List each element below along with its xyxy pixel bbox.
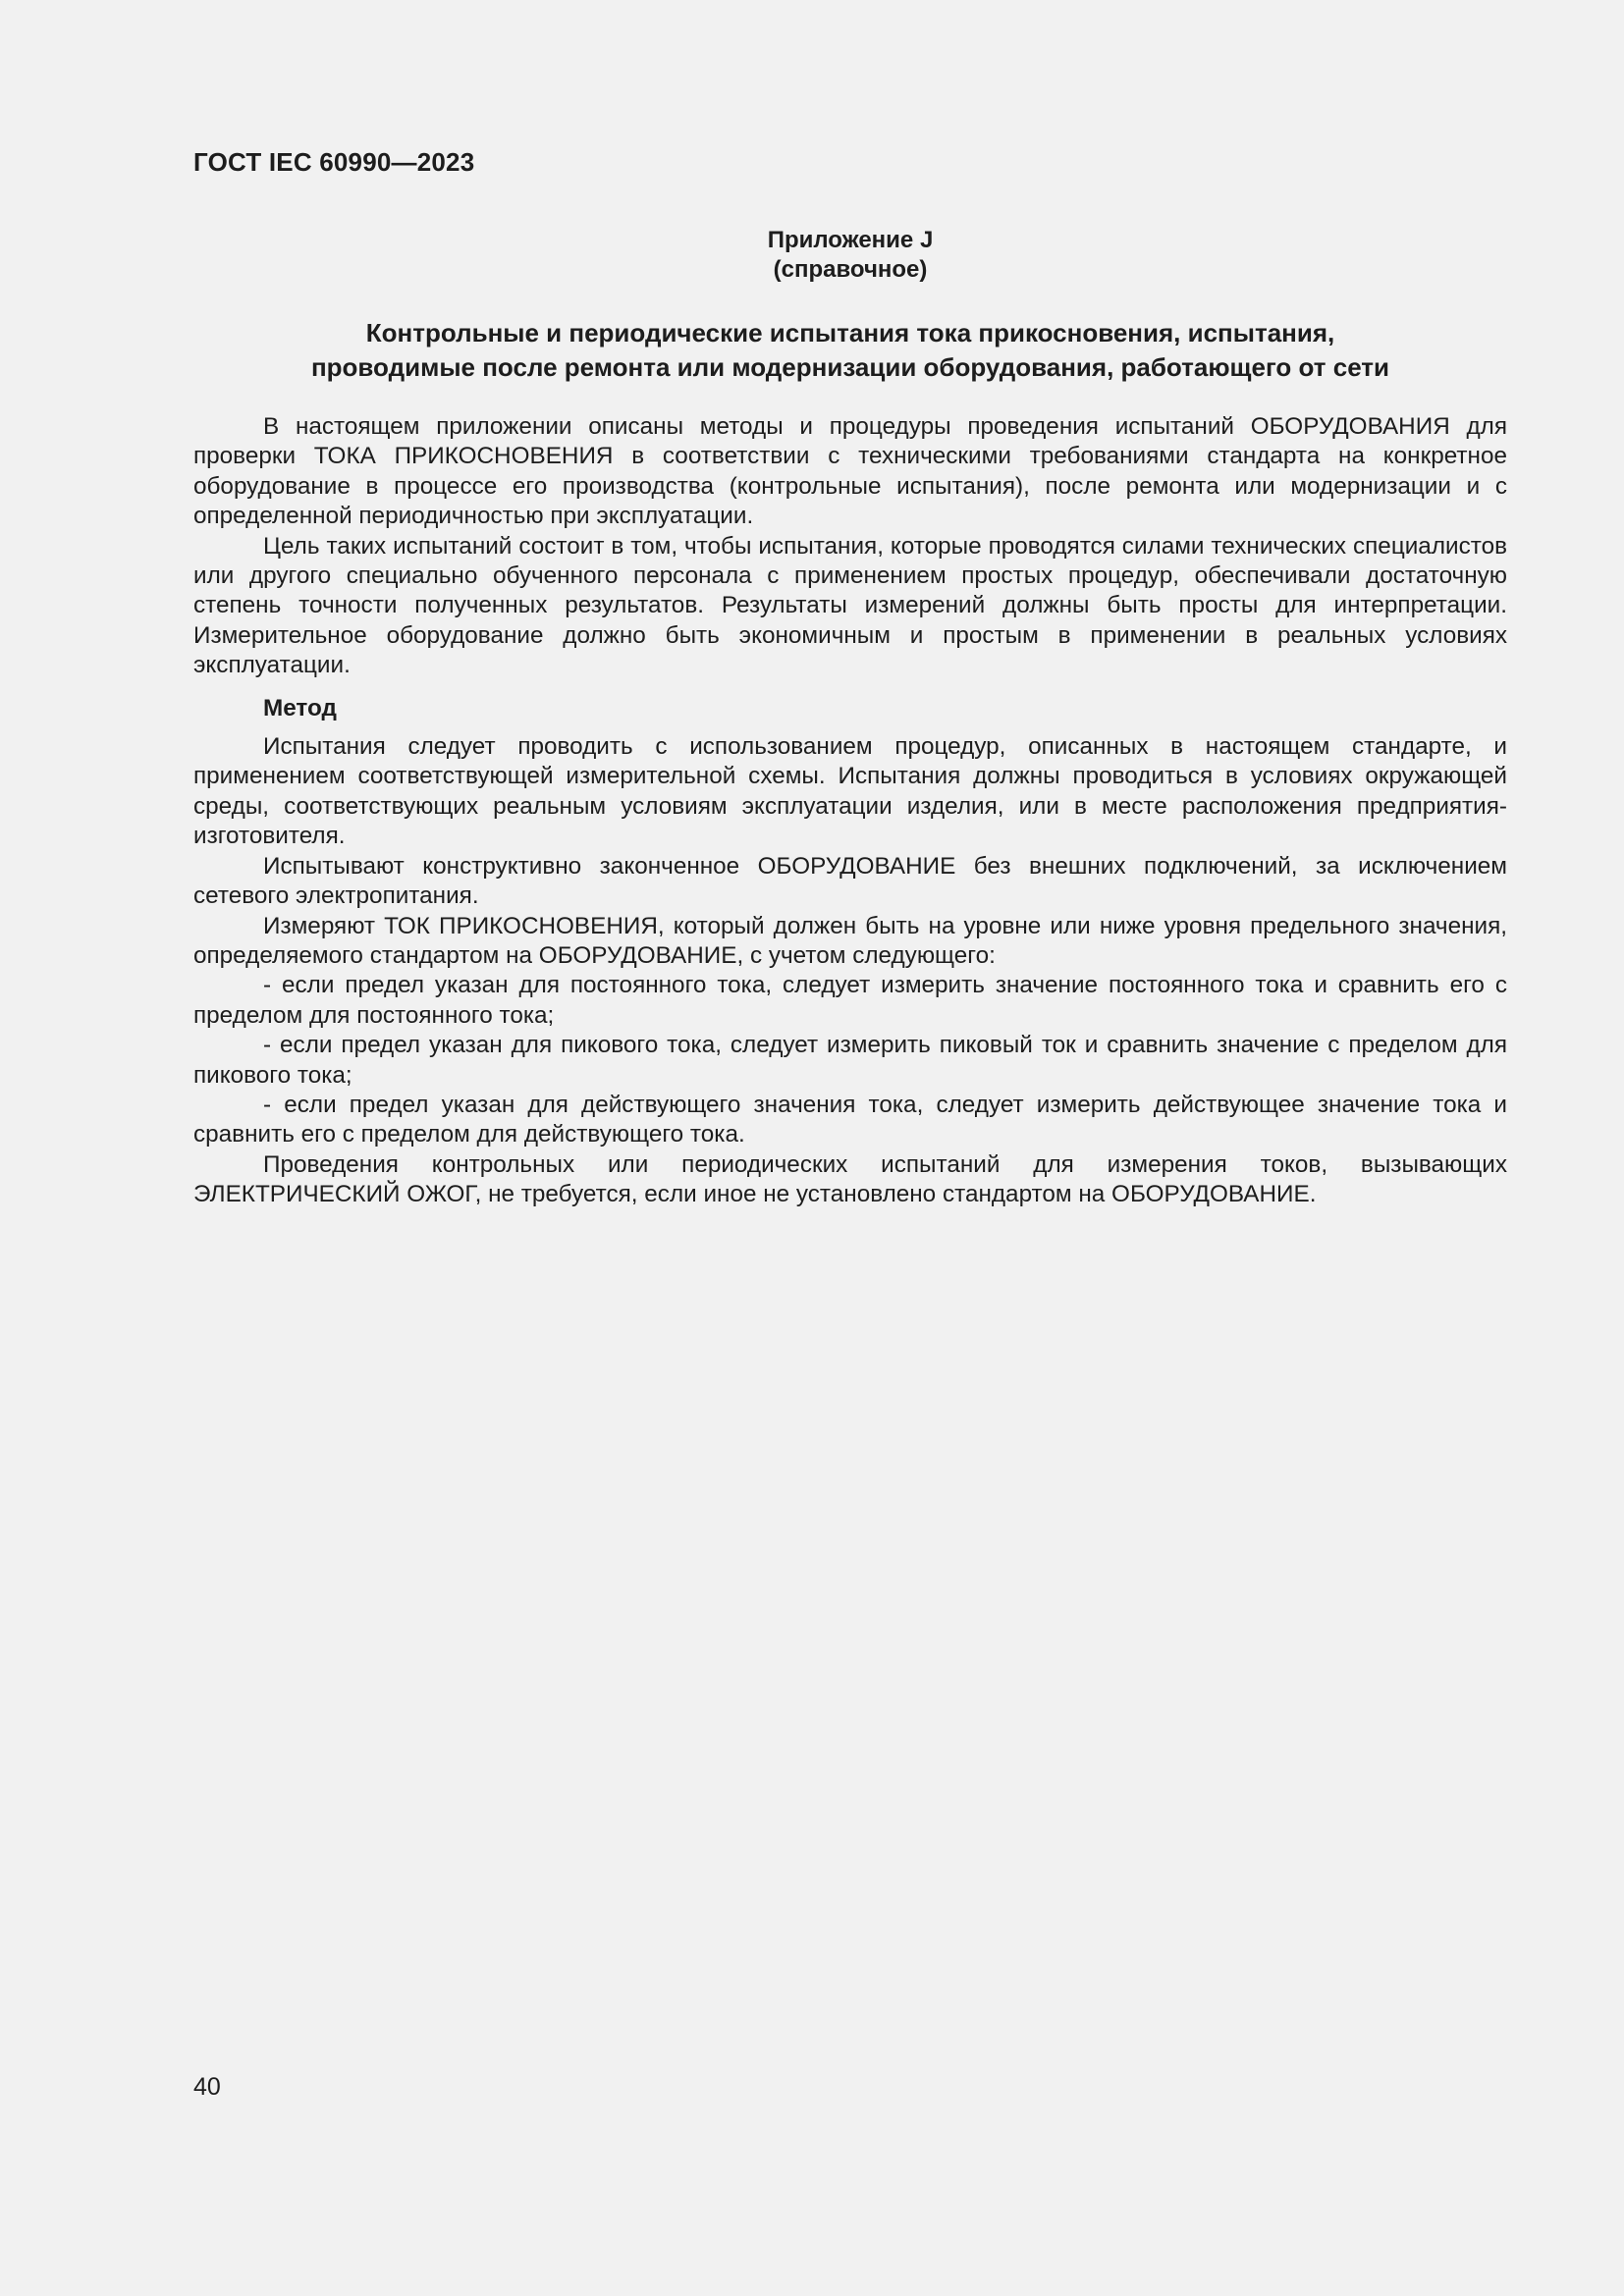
- document-id-header: ГОСТ IEC 60990—2023: [193, 147, 475, 177]
- paragraph: Проведения контрольных или периодических испытаний для измерения токов, вызывающих ЭЛЕКТРИЧЕСКИЙ ОЖОГ, не требуется, если иное не установлено стандартом на ОБОРУДОВАНИЕ.: [193, 1150, 1507, 1208]
- annex-heading-line-2: проводимые после ремонта или модернизации оборудования, работающего от сети: [310, 352, 1390, 382]
- paragraph: Измеряют ТОК ПРИКОСНОВЕНИЯ, который должен быть на уровне или ниже уровня предельного значения, определяемого стандартом на ОБОРУДОВАНИЕ, с учетом следующего:: [193, 912, 1507, 969]
- paragraph: Испытывают конструктивно законченное ОБОРУДОВАНИЕ без внешних подключений, за исключением сетевого электропитания.: [193, 852, 1507, 910]
- section-title-method: Метод: [263, 694, 337, 721]
- list-item: - если предел указан для пикового тока, следует измерить пиковый ток и сравнить значение с пределом для пикового тока;: [193, 1032, 1507, 1089]
- annex-subtitle-line: (справочное): [773, 256, 928, 283]
- annex-title: [193, 226, 1507, 285]
- paragraph: Испытания следует проводить с использованием процедур, описанных в настоящем стандарте, и применением соответствующей измерительной схемы. Испытания должны проводиться в условиях окружающей среды, соответствующих реальным условиям эксплуатации изделия, или в месте расположения предприятия-изготовителя.: [193, 733, 1507, 850]
- page-number: 40: [193, 2073, 221, 2101]
- paragraph: Цель таких испытаний состоит в том, чтобы испытания, которые проводятся силами технических специалистов или другого специально обученного персонала с применением простых процедур, обеспечивали достаточную степень точности полученных результатов. Результаты измерений должны быть просты для интерпретации. Измерительное оборудование должно быть экономичным и простым в применении в реальных условиях эксплуатации.: [193, 532, 1507, 679]
- body-text: [193, 412, 1507, 1210]
- annex-heading: [193, 316, 1507, 385]
- annex-title-line: Приложение J: [767, 227, 934, 253]
- paragraph: В настоящем приложении описаны методы и процедуры проведения испытаний ОБОРУДОВАНИЯ для проверки ТОКА ПРИКОСНОВЕНИЯ в соответствии с техническими требованиями стандарта на конкретное оборудование в процессе его производства (контрольные испытания), после ремонта или модернизации и с определенной периодичностью при эксплуатации.: [193, 413, 1507, 530]
- list-item: - если предел указан для постоянного тока, следует измерить значение постоянного тока и сравнить его с пределом для постоянного тока;: [193, 972, 1507, 1029]
- annex-heading-line-1: Контрольные и периодические испытания тока прикосновения, испытания,: [365, 318, 1335, 347]
- list-item: - если предел указан для действующего значения тока, следует измерить действующее значение тока и сравнить его с пределом для действующего тока.: [193, 1091, 1507, 1148]
